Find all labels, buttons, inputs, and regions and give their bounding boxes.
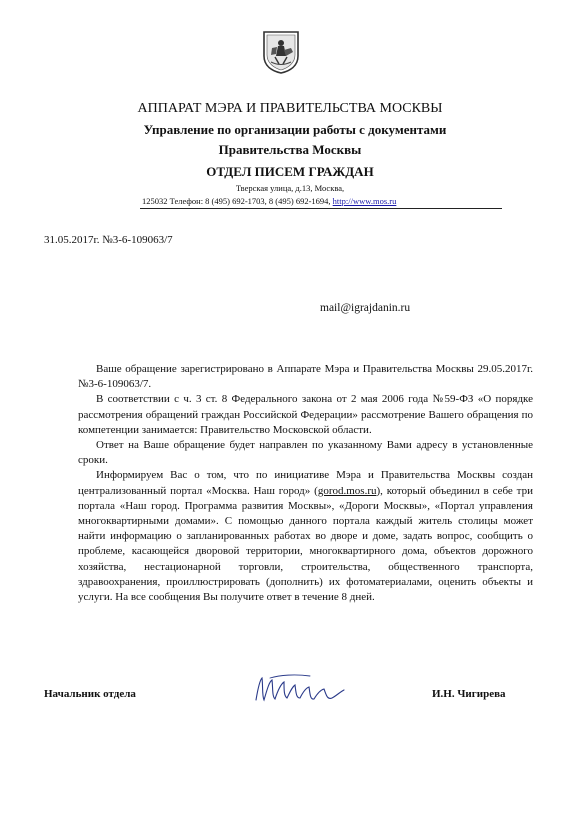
moscow-coat-of-arms-icon [262,30,300,74]
website-link[interactable]: http://www.mos.ru [332,196,397,206]
header-address: Тверская улица, д.13, Москва, [235,183,345,193]
body-paragraph-2: В соответствии с ч. 3 ст. 8 Федерального закона от 2 мая 2006 года №59-ФЗ «О порядке рассмотрения обращений граждан Российской Федерации» рассмотрение Вашего обращения по компетенции занимается: Правительство Московской области. [78,393,533,436]
header-government: Правительства Москвы [218,142,362,157]
body-paragraph-3: Ответ на Ваше обращение будет направлен по указанному Вами адресу в установленные сроки. [78,439,533,467]
body-paragraph-4-end: ), который объединил в себе три портала «Наш город. Программа развития Москвы», «Дороги Москвы», «Портал управления многоквартирными домами». С помощью данного портала каждый житель столицы может найти информацию о запланированных работах во дворе и доме, задать вопрос, сообщить о проблеме, касающейся дворовой территории, многоквартирного дома, объектов дорожного хозяйства, нестационарной торговли, строительства, общественного транспорта, здравоохранения, проиллюстрировать (дополнить) их фотоматериалами, оценить объекты и услуги. На все сообщения Вы получите ответ в течение 8 дней. [78,484,533,604]
portal-link[interactable]: gorod.mos.ru [317,484,377,497]
reference-number: 31.05.2017г. №3-6-109063/7 [44,234,173,246]
letter-body [78,362,533,605]
body-paragraph-4 [78,468,533,605]
recipient-email: mail@igrajdanin.ru [320,302,411,314]
handwritten-signature-icon [250,670,350,710]
header-contacts [142,196,502,206]
header-divider [140,208,502,209]
header-department: Управление по организации работы с документами [143,122,447,137]
header-office: ОТДЕЛ ПИСЕМ ГРАЖДАН [206,164,374,179]
body-paragraph-1: Ваше обращение зарегистрировано в Аппарате Мэра и Правительства Москвы 29.05.2017г. №3-6-109063/7. [78,363,533,391]
header-organization: АППАРАТ МЭРА И ПРАВИТЕЛЬСТВА МОСКВЫ [137,101,443,116]
signatory-name: И.Н. Чигирева [432,688,506,700]
body-paragraph-4-start: Информируем Вас о том, что по инициативе Мэра и Правительства Москвы создан централизованный портал «Москва. Наш город» ( [78,469,533,497]
header-phones: 125032 Телефон: 8 (495) 692-1703, 8 (495) 692-1694, [142,196,333,206]
signatory-position: Начальник отдела [44,688,136,700]
